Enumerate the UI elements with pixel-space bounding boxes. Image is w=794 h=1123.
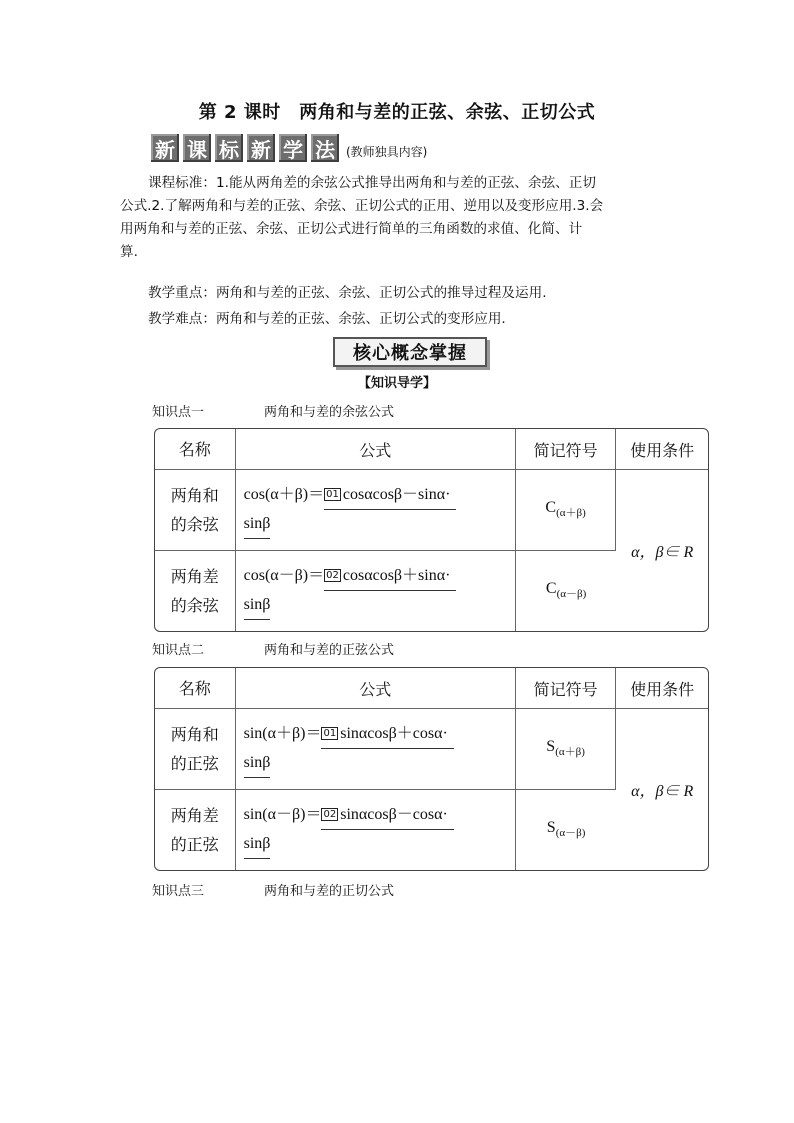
core-concept-banner: 核心概念掌握 <box>333 337 487 367</box>
curriculum-standard <box>120 172 672 264</box>
blank-number-badge: 01 <box>323 728 337 739</box>
formula-lhs: cos(α＋β)＝ <box>243 486 325 503</box>
banner-char: 学 <box>279 134 307 162</box>
formula-answer-line <box>324 481 456 510</box>
standard-line: 算. <box>120 244 138 260</box>
header-name: 名称 <box>155 429 236 470</box>
name-line: 的正弦 <box>170 754 219 773</box>
teacher-note: (教师独具内容) <box>346 145 428 159</box>
formula-rhs: cosαcosβ＋sinα· <box>342 567 451 584</box>
symbol-main: S <box>546 819 556 837</box>
standard-line: 用两角和与差的正弦、余弦、正切公式进行简单的三角函数的求值、化简、计 <box>120 221 583 237</box>
header-condition: 使用条件 <box>616 429 708 470</box>
symbol-sub: (α－β) <box>556 588 587 601</box>
header-symbol: 简记符号 <box>516 429 617 470</box>
formula-rhs-cont: sinβ <box>244 830 271 859</box>
name-line: 两角差 <box>170 567 219 586</box>
name-line: 的余弦 <box>170 596 219 615</box>
kp-label: 知识点三 <box>152 884 205 899</box>
knowledge-point-3-heading <box>152 880 395 899</box>
blank-number-badge: 01 <box>326 489 339 500</box>
symbol-sub: (α＋β) <box>555 746 585 759</box>
table-row <box>155 470 708 551</box>
name-line: 的余弦 <box>170 515 219 534</box>
standard-label: 课程标准： <box>148 175 216 191</box>
formula-symbol <box>516 470 617 551</box>
header-symbol: 简记符号 <box>516 668 617 709</box>
formula-symbol <box>516 551 617 631</box>
kp-title: 两角和与差的余弦公式 <box>264 405 395 420</box>
banner-char: 标 <box>215 134 243 162</box>
banner-char: 课 <box>183 134 211 162</box>
symbol-main: S <box>546 738 556 756</box>
formula-rhs: sinαcosβ＋cosα· <box>340 725 448 742</box>
formula-rhs-cont: sinβ <box>244 591 271 620</box>
formula-name <box>155 470 236 551</box>
usage-condition <box>616 709 708 870</box>
name-line: 的正弦 <box>170 835 219 854</box>
formula-rhs-cont: sinβ <box>244 749 271 778</box>
formula-name <box>155 709 236 790</box>
blank-number-badge: 02 <box>323 809 337 820</box>
symbol-main: C <box>545 499 557 517</box>
formula-symbol <box>516 709 617 790</box>
formula-lhs: cos(α－β)＝ <box>243 567 325 584</box>
kp-label: 知识点二 <box>152 643 205 658</box>
knowledge-guide-heading: 【知识导学】 <box>357 376 436 391</box>
formula-name <box>155 551 236 631</box>
formula-cell <box>236 470 516 551</box>
knowledge-point-1-heading <box>152 401 395 420</box>
blank-number-badge: 02 <box>326 570 339 581</box>
formula-lhs: sin(α－β)＝ <box>243 806 322 823</box>
name-line: 两角差 <box>170 806 219 825</box>
kp-label: 知识点一 <box>152 405 205 420</box>
symbol-sub: (α－β) <box>555 827 586 840</box>
symbol-main: C <box>545 580 557 598</box>
kp-title: 两角和与差的正切公式 <box>264 884 395 899</box>
formula-answer-line <box>321 801 453 830</box>
condition-text: α，β∈ R <box>631 544 694 561</box>
formula-rhs: cosαcosβ－sinα· <box>342 486 451 503</box>
key-point-text: 教学重点：两角和与差的正弦、余弦、正切公式的推导过程及运用. <box>148 285 547 301</box>
formula-answer-line <box>321 720 453 749</box>
table-header-row <box>155 429 708 470</box>
sine-formula-table <box>154 667 709 871</box>
header-formula: 公式 <box>236 668 516 709</box>
formula-cell <box>236 709 516 790</box>
banner-char: 新 <box>151 134 179 162</box>
condition-text: α，β∈ R <box>631 783 694 800</box>
kp-title: 两角和与差的正弦公式 <box>264 643 395 658</box>
standard-line: 1.能从两角差的余弦公式推导出两角和与差的正弦、余弦、正切 <box>215 175 596 191</box>
header-name: 名称 <box>155 668 236 709</box>
formula-symbol <box>516 790 617 870</box>
symbol-sub: (α＋β) <box>556 507 586 520</box>
formula-rhs: sinαcosβ－cosα· <box>340 806 448 823</box>
knowledge-point-2-heading <box>152 639 395 658</box>
formula-answer-line <box>324 562 456 591</box>
difficulty-text: 教学难点：两角和与差的正弦、余弦、正切公式的变形应用. <box>148 311 506 327</box>
formula-cell <box>236 551 516 631</box>
usage-condition <box>616 470 708 631</box>
table-header-row <box>155 668 708 709</box>
formula-cell <box>236 790 516 870</box>
name-line: 两角和 <box>170 725 219 744</box>
standard-line: 公式.2.了解两角和与差的正弦、余弦、正切公式的正用、逆用以及变形应用.3.会 <box>120 198 604 214</box>
page-title: 第 2 课时 两角和与差的正弦、余弦、正切公式 <box>198 102 596 123</box>
banner-char: 法 <box>311 134 339 162</box>
formula-rhs-cont: sinβ <box>244 510 271 539</box>
cosine-formula-table <box>154 428 709 632</box>
header-condition: 使用条件 <box>616 668 708 709</box>
banner-char: 新 <box>247 134 275 162</box>
teaching-difficulty <box>120 308 672 331</box>
new-curriculum-banner <box>151 134 427 162</box>
formula-name <box>155 790 236 870</box>
teaching-key-point <box>120 282 672 305</box>
header-formula: 公式 <box>236 429 516 470</box>
name-line: 两角和 <box>170 486 219 505</box>
formula-lhs: sin(α＋β)＝ <box>243 725 322 742</box>
table-row <box>155 709 708 790</box>
